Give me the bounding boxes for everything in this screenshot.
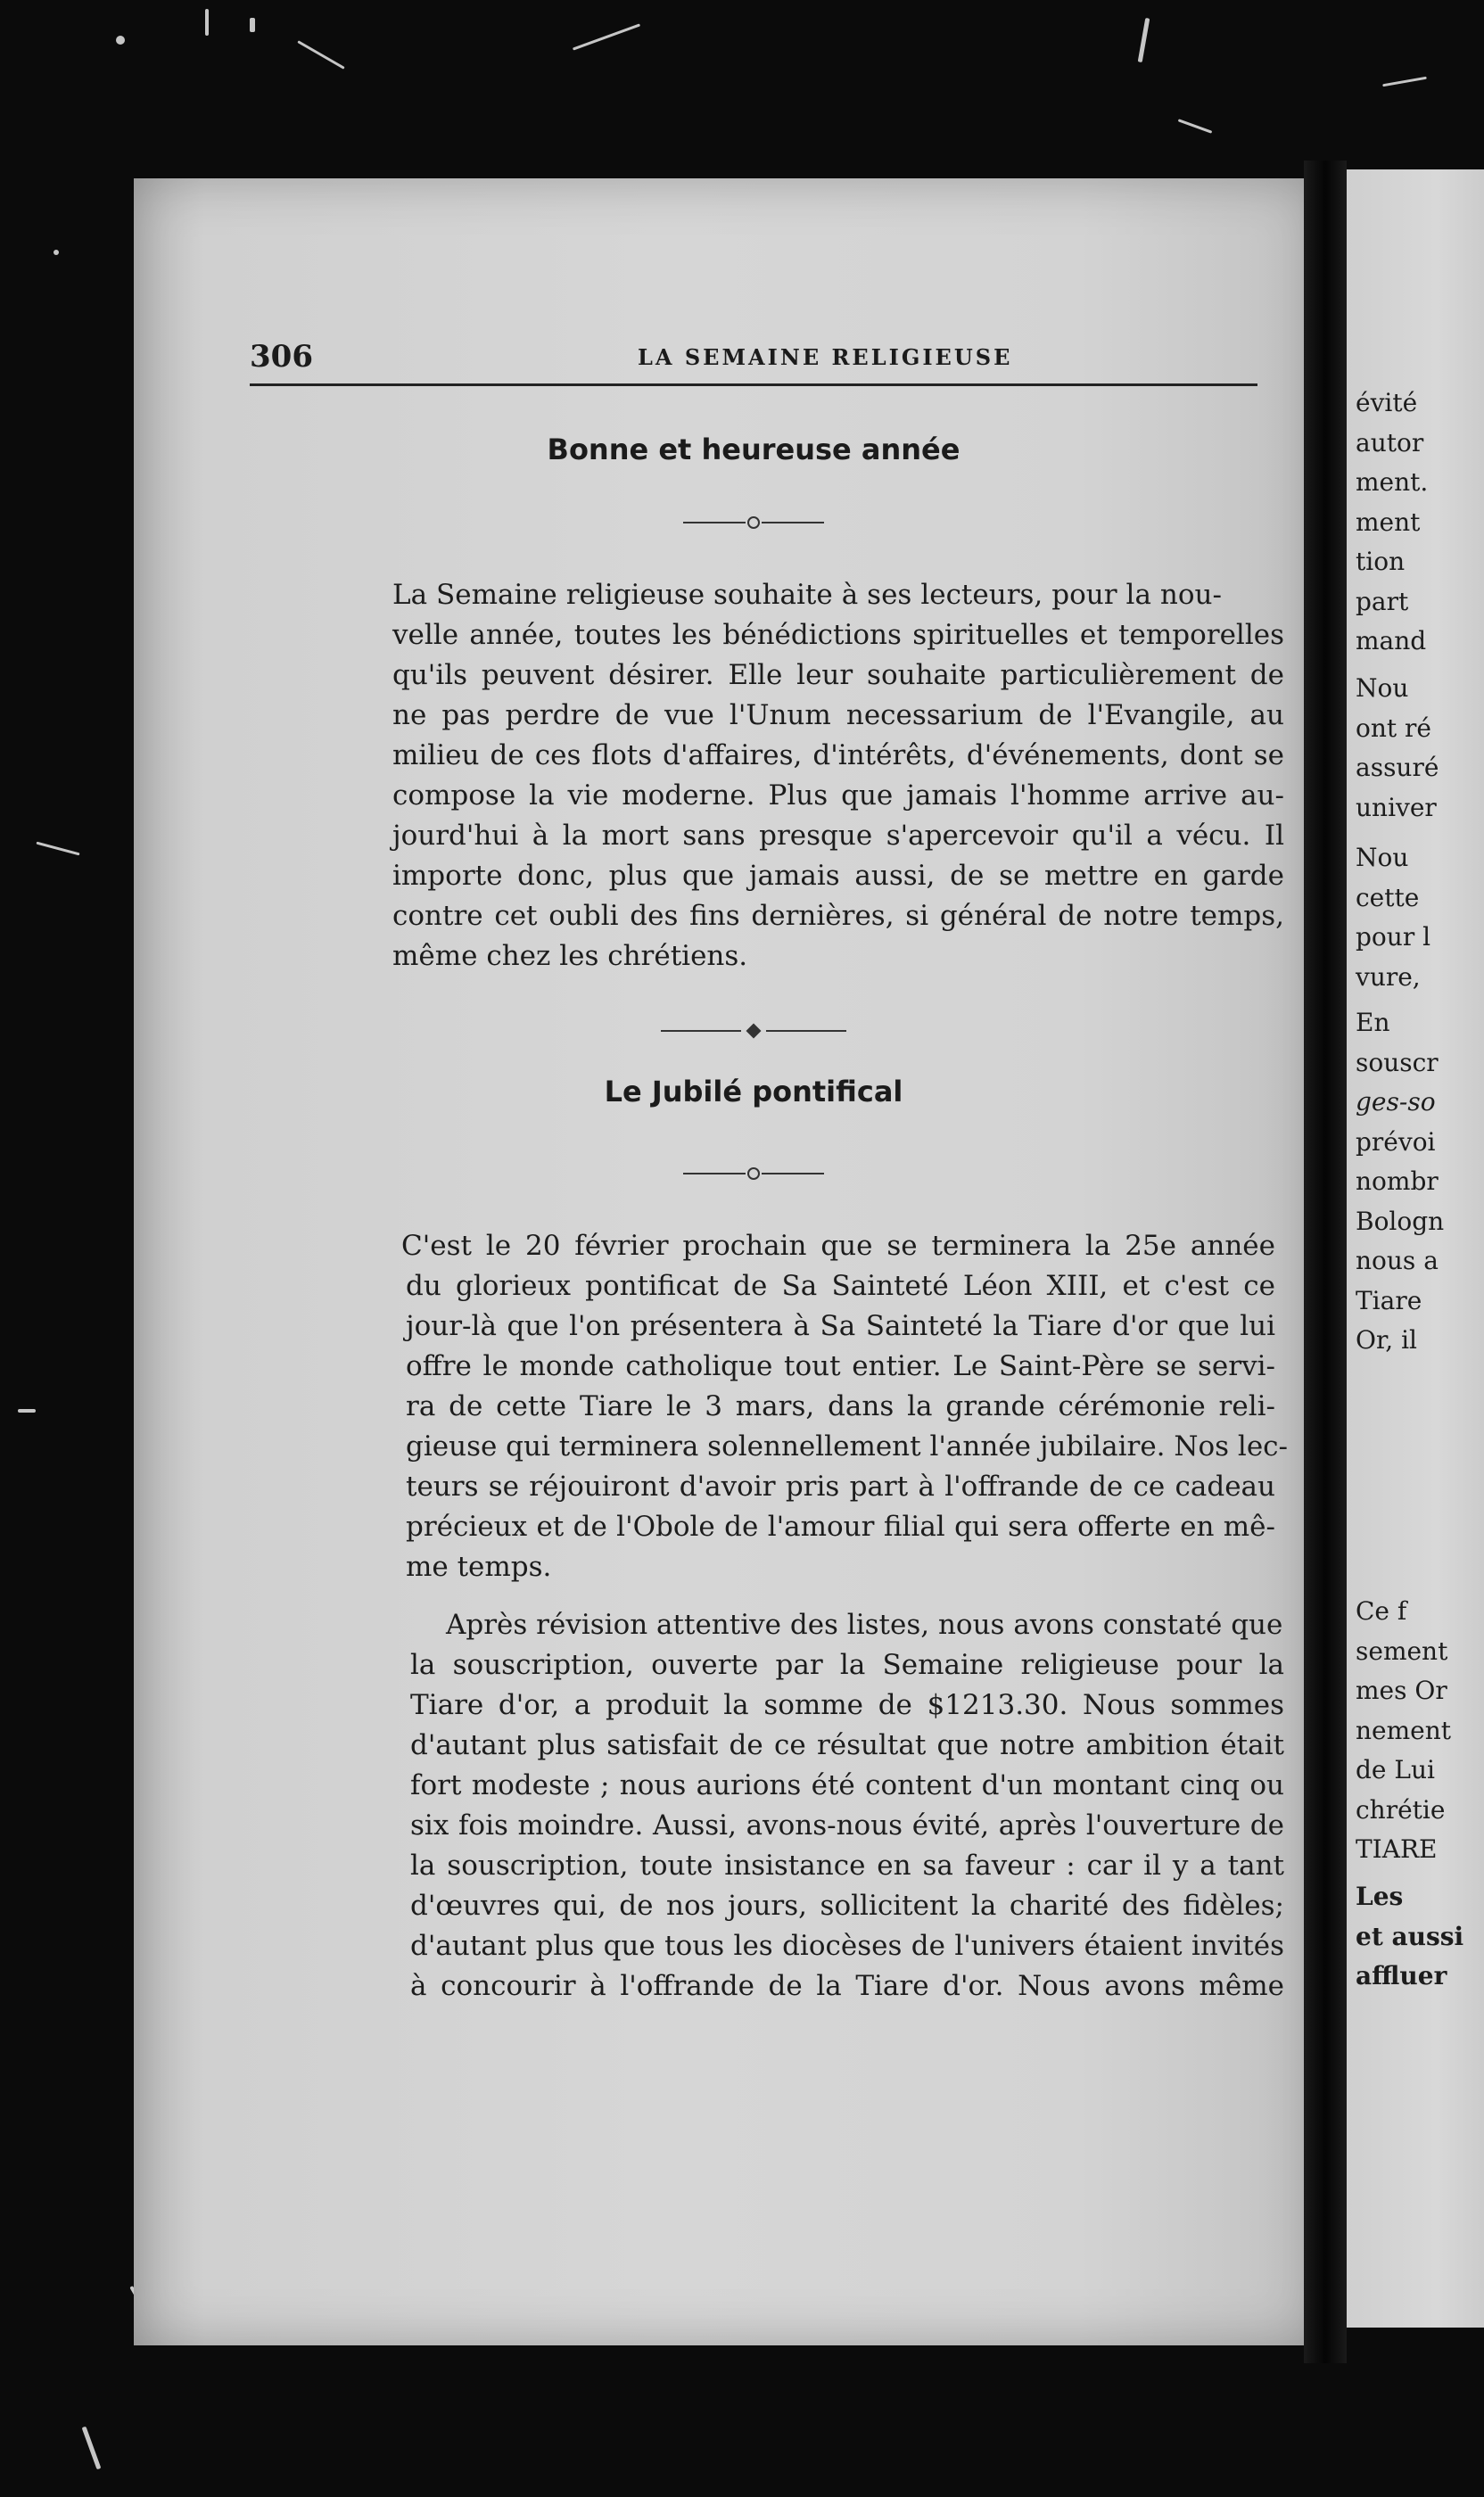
right-page-line: Nou <box>1356 673 1409 703</box>
right-page-line: et aussi <box>1356 1921 1464 1951</box>
right-page-line: En <box>1356 1008 1390 1037</box>
text-line: la souscription, ouverte par la Semaine religieuse pour la <box>410 1649 1284 1681</box>
right-page-line: assuré <box>1356 753 1439 782</box>
text-line: précieux et de l'Obole de l'amour filial qui sera offerte en mê- <box>406 1511 1275 1543</box>
right-page-line: ges-so <box>1356 1087 1436 1117</box>
section-ornament <box>250 1017 1257 1042</box>
article-title: Bonne et heureuse année <box>547 433 960 466</box>
page-header <box>250 339 1257 386</box>
text-line: du glorieux pontificat de Sa Sainteté Léon XIII, et c'est ce <box>406 1270 1275 1302</box>
right-page-line: ment <box>1356 507 1421 537</box>
right-page-block <box>1356 1003 1444 1361</box>
film-scratch <box>82 2427 102 2470</box>
text-line: milieu de ces flots d'affaires, d'intérêts, d'événements, dont se <box>392 739 1284 771</box>
right-page-line: tion <box>1356 547 1406 576</box>
right-page-block <box>1356 383 1428 662</box>
right-page-line: Or, il <box>1356 1325 1417 1355</box>
film-scratch <box>297 40 344 70</box>
right-page-line: Bologn <box>1356 1206 1445 1236</box>
right-page-line: univer <box>1356 792 1437 822</box>
article-paragraph <box>410 1645 1284 2007</box>
film-scratch <box>1382 77 1427 87</box>
right-page-block <box>1356 669 1439 828</box>
right-page-line: cette <box>1356 882 1420 912</box>
right-page-line: prévoi <box>1356 1126 1436 1157</box>
film-scratch <box>36 842 79 856</box>
text-line: contre cet oubli des fins dernières, si général de notre temps, <box>392 900 1284 932</box>
text-line: Tiare d'or, a produit la somme de $1213.30. Nous sommes <box>410 1689 1284 1721</box>
film-scratch <box>1178 119 1213 133</box>
right-page-block <box>1356 1592 1451 1870</box>
article-paragraph <box>392 615 1284 977</box>
title-ornament <box>250 1159 1257 1184</box>
article-paragraph <box>406 1266 1289 1587</box>
right-page-line: Ce f <box>1356 1596 1407 1626</box>
page-number: 306 <box>250 339 313 375</box>
right-page-line: sement <box>1356 1636 1448 1666</box>
right-page-line: autor <box>1356 427 1424 457</box>
film-scratch <box>116 36 125 45</box>
text-line: offre le monde catholique tout entier. Le Saint-Père se servi- <box>406 1350 1275 1382</box>
text-line: fort modeste ; nous aurions été content d'un montant cinq ou <box>410 1769 1284 1801</box>
right-page <box>1347 169 1484 2328</box>
right-page-line: nement <box>1356 1715 1452 1745</box>
right-page-line: part <box>1356 586 1409 616</box>
right-page-line: souscr <box>1356 1047 1439 1077</box>
article-title: Le Jubilé pontifical <box>604 1075 903 1108</box>
text-line: ne pas perdre de vue l'Unum necessarium de l'Evangile, au <box>392 699 1284 731</box>
right-page-line: nombr <box>1356 1166 1439 1196</box>
right-page-line: pour l <box>1356 922 1431 952</box>
film-scratch <box>54 250 59 255</box>
text-line: gieuse qui terminera solennellement l'année jubilaire. Nos lec- <box>406 1430 1289 1463</box>
right-page-line: Les <box>1356 1882 1404 1911</box>
text-line: compose la vie moderne. Plus que jamais l'homme arrive au- <box>392 779 1284 812</box>
title-ornament <box>250 508 1257 533</box>
right-page-line: de Lui <box>1356 1755 1435 1784</box>
text-line: six fois moindre. Aussi, avons-nous évité, après l'ouverture de <box>410 1809 1284 1842</box>
right-page-block <box>1356 838 1430 997</box>
text-line: importe donc, plus que jamais aussi, de se mettre en garde <box>392 860 1284 892</box>
article-paragraph <box>401 1226 1275 1266</box>
film-scratch <box>18 1409 36 1413</box>
text-line: à concourir à l'offrande de la Tiare d'or. Nous avons même <box>410 1970 1284 2002</box>
right-page-line: Nou <box>1356 843 1409 872</box>
film-scratch <box>205 9 209 36</box>
text-line: d'autant plus satisfait de ce résultat que notre ambition était <box>410 1729 1284 1761</box>
film-scratch <box>573 23 640 50</box>
text-line: teurs se réjouiront d'avoir pris part à l'offrande de ce cadeau <box>406 1471 1275 1503</box>
text-line: C'est le 20 février prochain que se terminera la 25e année <box>401 1230 1275 1262</box>
right-page-line: TIARE <box>1356 1834 1438 1864</box>
text-line: Après révision attentive des listes, nous avons constaté que <box>446 1609 1283 1641</box>
text-line: même chez les chrétiens. <box>392 940 748 972</box>
right-page-line: mand <box>1356 626 1427 655</box>
text-line: d'œuvres qui, de nos jours, sollicitent la charité des fidèles; <box>410 1890 1284 1922</box>
text-line: velle année, toutes les bénédictions spirituelles et temporelles <box>392 619 1284 651</box>
right-page-line: vure, <box>1356 961 1421 992</box>
right-page-line: évité <box>1356 388 1418 417</box>
text-line: d'autant plus que tous les diocèses de l'univers étaient invités <box>410 1930 1284 1962</box>
text-line: jourd'hui à la mort sans presque s'apercevoir qu'il a vécu. Il <box>392 820 1284 852</box>
right-page-line: ont ré <box>1356 713 1431 743</box>
text-line: ra de cette Tiare le 3 mars, dans la grande cérémonie reli- <box>406 1390 1275 1422</box>
right-page-block <box>1356 1877 1463 1997</box>
right-page-line: Tiare <box>1356 1285 1422 1315</box>
right-page-line: affluer <box>1356 1961 1447 1990</box>
right-page-line: ment. <box>1356 467 1429 497</box>
text-line: jour-là que l'on présentera à Sa Sainteté la Tiare d'or que lui <box>406 1310 1275 1342</box>
film-scratch <box>250 18 255 32</box>
right-page-line: mes Or <box>1356 1676 1447 1705</box>
article-paragraph <box>446 1605 1283 1645</box>
text-line: La Semaine religieuse souhaite à ses lecteurs, pour la nou- <box>392 579 1222 611</box>
right-page-line: nous a <box>1356 1246 1439 1275</box>
article-paragraph <box>392 575 1222 615</box>
running-head: LA SEMAINE RELIGIEUSE <box>638 344 1013 370</box>
text-line: qu'ils peuvent désirer. Elle leur souhaite particulièrement de <box>392 659 1284 691</box>
text-line: me temps. <box>406 1551 552 1583</box>
film-scratch <box>1138 18 1150 62</box>
text-line: la souscription, toute insistance en sa faveur : car il y a tant <box>410 1850 1284 1882</box>
page-gutter <box>1304 161 1347 2363</box>
right-page-line: chrétie <box>1356 1794 1446 1825</box>
